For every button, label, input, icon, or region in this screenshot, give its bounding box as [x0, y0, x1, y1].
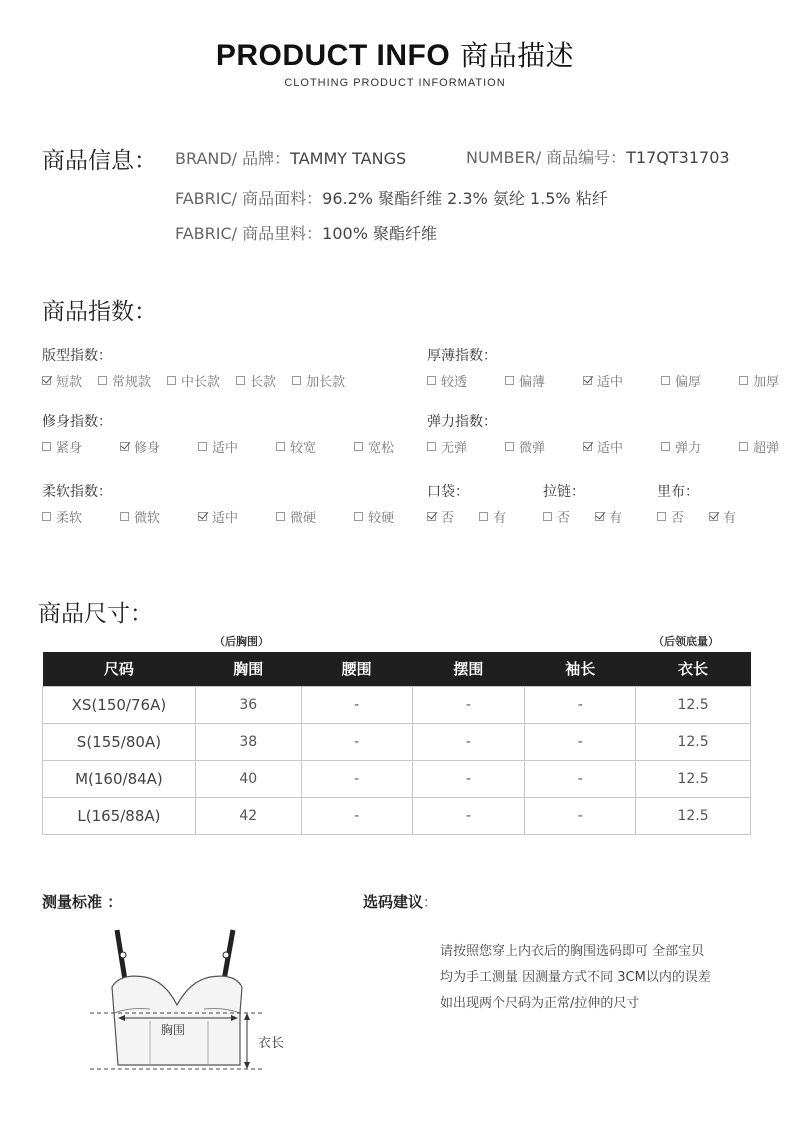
index-option: [236, 371, 276, 390]
pocket-title: 口袋：: [427, 484, 469, 500]
unchecked-box-icon: [479, 512, 488, 521]
index-option: [661, 371, 701, 390]
index-option-label: 弹力: [675, 441, 702, 456]
page-subtitle: CLOTHING PRODUCT INFORMATION: [284, 77, 506, 89]
length-label: 衣长: [258, 1036, 285, 1051]
index-option: [98, 371, 151, 390]
advice-line-1: 请按照您穿上内衣后的胸围选码即可 全部宝贝: [440, 944, 705, 959]
table-cell: 38: [195, 723, 301, 760]
table-cell: -: [412, 760, 525, 797]
unchecked-box-icon: [661, 442, 670, 451]
index-option-label: 短款: [56, 375, 83, 390]
index-option-label: 加长款: [306, 375, 346, 390]
index-option-label: 适中: [212, 511, 239, 526]
unchecked-box-icon: [98, 376, 107, 385]
unchecked-box-icon: [427, 442, 436, 451]
table-row: [43, 760, 751, 797]
index-option-label: 紧身: [56, 441, 83, 456]
index-option-label: 否: [557, 511, 571, 526]
page-title: [0, 34, 790, 74]
index-option: [583, 371, 623, 390]
col-header: 袖长: [525, 652, 636, 686]
table-cell: 12.5: [636, 760, 751, 797]
unchecked-box-icon: [236, 376, 245, 385]
checked-box-icon: [427, 512, 436, 521]
fabric-outer-line: [175, 186, 608, 209]
number-value: T17QT31703: [626, 148, 730, 167]
index-option-label: 有: [493, 511, 507, 526]
number-label: NUMBER/ 商品编号：: [466, 148, 627, 167]
index-option-label: 较硬: [368, 511, 395, 526]
unchecked-box-icon: [739, 376, 748, 385]
index-option: [120, 437, 160, 456]
fabric-lining-label: FABRIC/ 商品里料：: [175, 224, 323, 243]
table-cell: XS(150/76A): [43, 686, 196, 723]
index-option: [198, 507, 238, 526]
fit-type-title: 版型指数：: [42, 348, 112, 364]
unchecked-box-icon: [198, 442, 207, 451]
index-option: [42, 437, 82, 456]
table-cell: 36: [195, 686, 301, 723]
soft-options: [42, 507, 394, 526]
index-option-label: 偏薄: [519, 375, 546, 390]
checked-box-icon: [583, 442, 592, 451]
table-cell: S(155/80A): [43, 723, 196, 760]
index-option-label: 微软: [134, 511, 161, 526]
index-option-label: 适中: [212, 441, 239, 456]
brand-value: TAMMY TANGS: [290, 149, 407, 168]
indices-heading: 商品指数：: [42, 299, 157, 325]
index-option: [595, 507, 622, 526]
index-option-label: 中长款: [181, 375, 221, 390]
index-option-label: 微弹: [519, 441, 546, 456]
zipper-title: 拉链：: [543, 484, 585, 500]
unchecked-box-icon: [657, 512, 666, 521]
length-note: （后领底量）: [653, 635, 719, 648]
title-cn: 商品描述: [460, 39, 575, 72]
advice-line-2: 均为手工测量 因测量方式不同 3CM以内的误差: [440, 970, 711, 985]
index-option-label: 修身: [134, 441, 161, 456]
unchecked-box-icon: [354, 442, 363, 451]
index-option-label: 长款: [250, 375, 277, 390]
table-row: [43, 686, 751, 723]
index-option: [427, 437, 467, 456]
index-option-label: 否: [671, 511, 685, 526]
index-option: [354, 507, 394, 526]
index-option: [198, 437, 238, 456]
table-cell: -: [525, 760, 636, 797]
unchecked-box-icon: [167, 376, 176, 385]
size-heading: 商品尺寸：: [38, 601, 153, 627]
index-option: [427, 507, 454, 526]
index-option-label: 适中: [597, 441, 624, 456]
index-option-label: 有: [723, 511, 737, 526]
brand-label: BRAND/ 品牌：: [175, 149, 291, 168]
table-cell: -: [412, 686, 525, 723]
strap-ring-icon: [120, 952, 126, 958]
advice-heading-line: [363, 891, 437, 912]
index-option-label: 否: [441, 511, 455, 526]
table-cell: 42: [195, 797, 301, 834]
unchecked-box-icon: [276, 442, 285, 451]
unchecked-box-icon: [276, 512, 285, 521]
fabric-lining-line: [175, 221, 437, 244]
table-cell: -: [301, 797, 412, 834]
checked-box-icon: [42, 376, 51, 385]
info-heading: 商品信息：: [42, 148, 157, 174]
index-option: [120, 507, 160, 526]
garment-diagram: [90, 925, 300, 1075]
pocket-options: [427, 507, 506, 526]
size-table: [42, 652, 751, 835]
table-cell: -: [525, 686, 636, 723]
table-cell: 12.5: [636, 797, 751, 834]
slim-title: 修身指数：: [42, 414, 112, 430]
index-option-label: 无弹: [441, 441, 468, 456]
unchecked-box-icon: [120, 512, 129, 521]
table-cell: -: [301, 686, 412, 723]
index-option-label: 加厚: [753, 375, 780, 390]
index-option: [42, 507, 82, 526]
unchecked-box-icon: [543, 512, 552, 521]
fabric-outer-value: 96.2% 聚酯纤维 2.3% 氨纶 1.5% 粘纤: [322, 189, 608, 208]
index-option-label: 微硬: [290, 511, 317, 526]
checked-box-icon: [595, 512, 604, 521]
bust-note: （后胸围）: [214, 635, 269, 648]
table-cell: -: [301, 723, 412, 760]
lining-title: 里布：: [657, 484, 699, 500]
table-row: [43, 797, 751, 834]
number-line: [466, 145, 730, 168]
index-option-label: 偏厚: [675, 375, 702, 390]
checked-box-icon: [709, 512, 718, 521]
fabric-outer-label: FABRIC/ 商品面料：: [175, 189, 323, 208]
advice-colon: ：: [423, 895, 438, 911]
unchecked-box-icon: [292, 376, 301, 385]
fit-type-options: [42, 371, 345, 390]
size-table-header: [43, 652, 751, 686]
unchecked-box-icon: [354, 512, 363, 521]
elastic-title: 弹力指数：: [427, 414, 497, 430]
index-option-label: 较宽: [290, 441, 317, 456]
zipper-options: [543, 507, 622, 526]
index-option: [657, 507, 684, 526]
index-option: [583, 437, 623, 456]
table-cell: 12.5: [636, 723, 751, 760]
thickness-title: 厚薄指数：: [427, 348, 497, 364]
strap-ring-icon: [223, 952, 229, 958]
index-option: [505, 437, 545, 456]
unchecked-box-icon: [739, 442, 748, 451]
index-option-label: 常规款: [112, 375, 152, 390]
index-option: [505, 371, 545, 390]
index-option: [354, 437, 394, 456]
index-option: [42, 371, 82, 390]
slim-options: [42, 437, 394, 456]
index-option-label: 较透: [441, 375, 468, 390]
table-cell: 12.5: [636, 686, 751, 723]
col-header: 摆围: [412, 652, 525, 686]
index-option: [739, 371, 779, 390]
thickness-options: [427, 371, 779, 390]
unchecked-box-icon: [505, 376, 514, 385]
index-option: [739, 437, 779, 456]
unchecked-box-icon: [661, 376, 670, 385]
index-option-label: 超弹: [753, 441, 780, 456]
col-header: 胸围: [195, 652, 301, 686]
index-option: [167, 371, 220, 390]
table-cell: 40: [195, 760, 301, 797]
brand-line: [175, 146, 406, 169]
index-option: [709, 507, 736, 526]
measure-heading: 测量标准 ：: [42, 893, 123, 911]
table-cell: -: [301, 760, 412, 797]
table-cell: -: [525, 797, 636, 834]
index-option-label: 宽松: [368, 441, 395, 456]
unchecked-box-icon: [427, 376, 436, 385]
index-option-label: 柔软: [56, 511, 83, 526]
col-header: 衣长: [636, 652, 751, 686]
checked-box-icon: [120, 442, 129, 451]
index-option-label: 有: [609, 511, 623, 526]
unchecked-box-icon: [42, 512, 51, 521]
index-option: [427, 371, 467, 390]
soft-title: 柔软指数：: [42, 484, 112, 500]
index-option: [661, 437, 701, 456]
table-row: [43, 723, 751, 760]
index-option-label: 适中: [597, 375, 624, 390]
index-option: [276, 437, 316, 456]
index-option: [543, 507, 570, 526]
fabric-lining-value: 100% 聚酯纤维: [322, 224, 437, 243]
table-cell: L(165/88A): [43, 797, 196, 834]
checked-box-icon: [198, 512, 207, 521]
table-cell: -: [525, 723, 636, 760]
col-header: 腰围: [301, 652, 412, 686]
advice-line-3: 如出现两个尺码为正常/拉伸的尺寸: [440, 996, 640, 1011]
bust-label: 胸围: [161, 1023, 186, 1037]
checked-box-icon: [583, 376, 592, 385]
advice-text: [440, 939, 711, 1017]
lining-options: [657, 507, 736, 526]
table-cell: -: [412, 723, 525, 760]
index-option: [479, 507, 506, 526]
index-option: [292, 371, 345, 390]
table-cell: -: [412, 797, 525, 834]
title-en: PRODUCT INFO: [215, 39, 451, 72]
index-option: [276, 507, 316, 526]
col-header: 尺码: [43, 652, 196, 686]
unchecked-box-icon: [505, 442, 514, 451]
table-cell: M(160/84A): [43, 760, 196, 797]
unchecked-box-icon: [42, 442, 51, 451]
elastic-options: [427, 437, 779, 456]
advice-heading: 选码建议: [363, 893, 424, 911]
